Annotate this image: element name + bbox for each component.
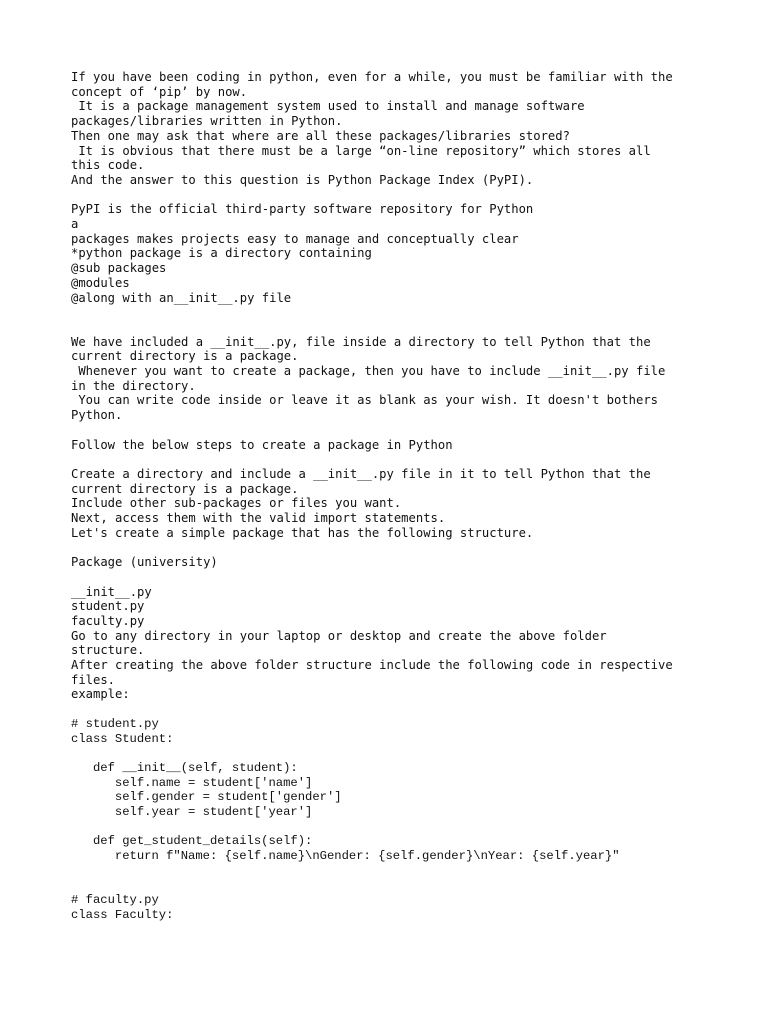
faculty-code-block — [71, 893, 731, 922]
text-line: Let's create a simple package that has the following structure. — [71, 525, 534, 540]
document-page — [71, 70, 731, 923]
student-code-block — [71, 717, 731, 864]
code-line: def __init__(self, student): — [71, 760, 298, 775]
code-line: self.year = student['year'] — [71, 805, 313, 820]
text-line: Follow the below steps to create a package in Python — [71, 437, 453, 452]
text-line: @modules — [71, 275, 130, 290]
paragraph-gap — [71, 570, 731, 585]
package-name-paragraph — [71, 555, 731, 570]
text-line: Whenever you want to create a package, then you have to include __init__.py file — [71, 364, 666, 379]
text-line: current directory is a package. — [71, 481, 299, 496]
text-line: example: — [71, 687, 130, 702]
text-line: @sub packages — [71, 261, 167, 276]
text-line: After creating the above folder structure include the following code in respective — [71, 658, 673, 673]
code-gap — [71, 820, 731, 835]
code-line: def get_student_details(self): — [71, 834, 313, 849]
text-line: Create a directory and include a __init__.py file in it to tell Python that the — [71, 466, 651, 481]
text-line: And the answer to this question is Python Package Index (PyPI). — [71, 172, 534, 187]
code-line: self.name = student['name'] — [71, 775, 313, 790]
text-line: student.py — [71, 599, 145, 614]
text-line: Include other sub-packages or files you want. — [71, 496, 402, 511]
paragraph-gap — [71, 452, 731, 467]
text-line: It is obvious that there must be a large “on-line repository” which stores all — [71, 143, 651, 158]
intro-paragraph — [71, 70, 731, 188]
code-line: class Faculty: — [71, 907, 174, 922]
text-line: Go to any directory in your laptop or desktop and create the above folder — [71, 628, 607, 643]
text-line: in the directory. — [71, 378, 196, 393]
paragraph-gap — [71, 188, 731, 203]
paragraph-gap — [71, 540, 731, 555]
code-line: # faculty.py — [71, 893, 159, 908]
steps-paragraph — [71, 467, 731, 541]
text-line: If you have been coding in python, even for a while, you must be familiar with the — [71, 70, 673, 84]
code-gap — [71, 746, 731, 761]
text-line: Then one may ask that where are all these packages/libraries stored? — [71, 128, 570, 143]
code-line: # student.py — [71, 716, 159, 731]
code-line: class Student: — [71, 731, 174, 746]
text-line: packages/libraries written in Python. — [71, 114, 343, 129]
structure-paragraph — [71, 585, 731, 703]
text-line: We have included a __init__.py, file inside a directory to tell Python that the — [71, 334, 651, 349]
text-line: It is a package management system used to install and manage software — [71, 99, 585, 114]
paragraph-gap — [71, 864, 731, 893]
code-line: return f"Name: {self.name}\nGender: {self.gender}\nYear: {self.year}" — [71, 849, 620, 864]
steps-heading-paragraph — [71, 438, 731, 453]
paragraph-gap — [71, 423, 731, 438]
init-file-paragraph — [71, 335, 731, 423]
text-line: You can write code inside or leave it as blank as your wish. It doesn't bothers — [71, 393, 658, 408]
paragraph-gap — [71, 305, 731, 334]
text-line: current directory is a package. — [71, 349, 299, 364]
text-line: Package (university) — [71, 555, 218, 570]
code-line: self.gender = student['gender'] — [71, 790, 342, 805]
text-line: structure. — [71, 643, 145, 658]
text-line: Next, access them with the valid import statements. — [71, 511, 446, 526]
paragraph-gap — [71, 702, 731, 717]
text-line: this code. — [71, 158, 145, 173]
text-line: concept of ‘pip’ by now. — [71, 84, 248, 99]
text-line: packages makes projects easy to manage and conceptually clear — [71, 231, 519, 246]
text-line: *python package is a directory containing — [71, 246, 372, 261]
text-line: PyPI is the official third-party software repository for Python — [71, 202, 534, 217]
pypi-paragraph — [71, 202, 731, 305]
text-line: files. — [71, 672, 116, 687]
text-line: faculty.py — [71, 613, 145, 628]
text-line: a — [71, 217, 79, 232]
text-line: __init__.py — [71, 584, 152, 599]
text-line: Python. — [71, 408, 123, 423]
text-line: @along with an__init__.py file — [71, 290, 292, 305]
